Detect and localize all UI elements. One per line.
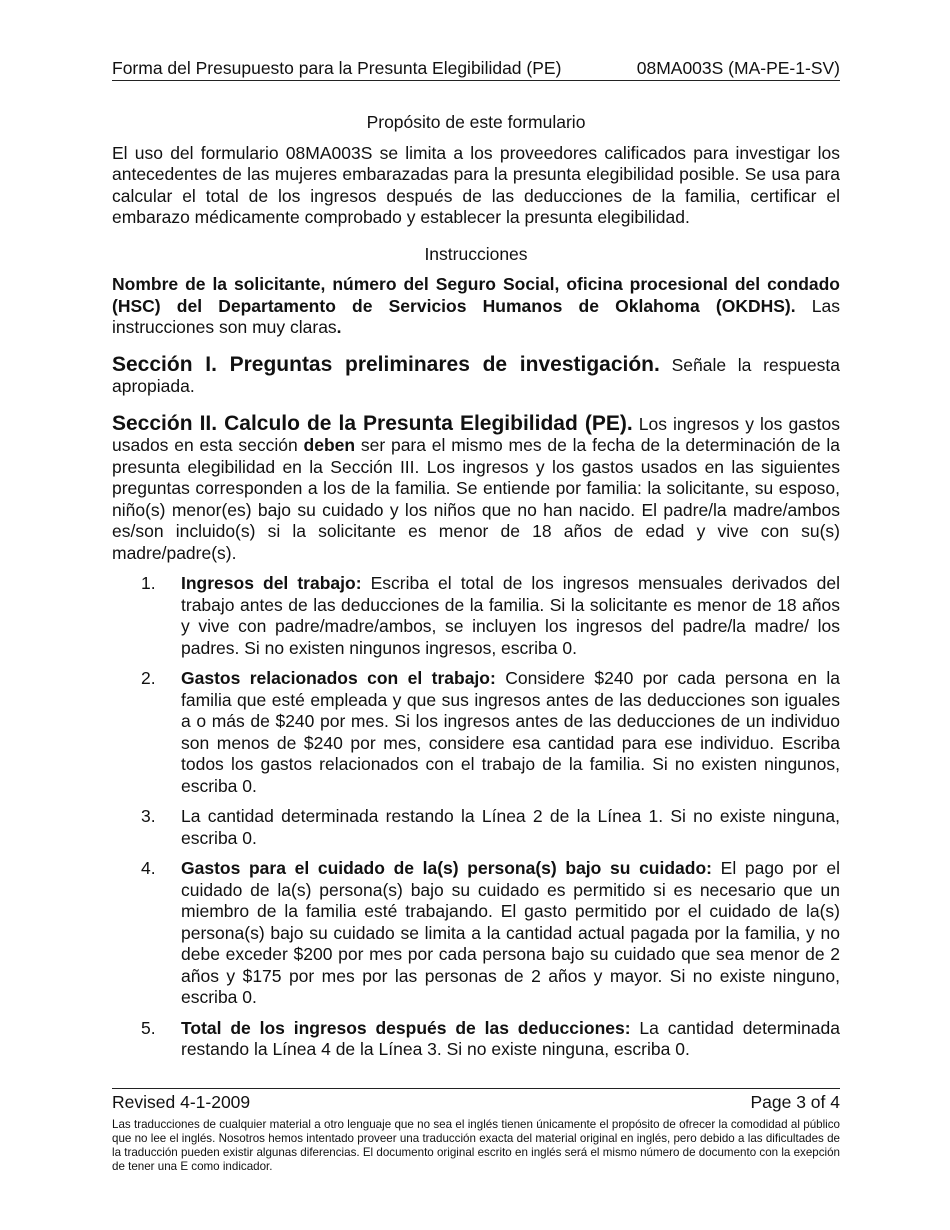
section-2-text-bold: deben [303, 435, 356, 455]
section-2-heading: Sección II. Calculo de la Presunta Elegibilidad (PE). [112, 411, 633, 435]
section-2-items [112, 573, 840, 1061]
item-bold: Ingresos del trabajo: [181, 573, 362, 593]
list-item [112, 858, 840, 1009]
item-number: 2. [141, 668, 156, 688]
instructions-period: . [336, 317, 342, 337]
instructions-bold: Nombre de la solicitante, número del Seguro Social, oficina procesional del condado (HSC) del Departamento de Servicios Humanos de Oklahoma (OKDHS). [112, 274, 840, 316]
item-text: La cantidad determinada restando la Línea 4 de la Línea 3. Si no existe ninguna, escriba 0. [181, 1017, 840, 1059]
list-item [112, 668, 840, 797]
purpose-text: El uso del formulario 08MA003S se limita a los proveedores calificados para investigar los antecedentes de las mujeres embarazadas para la presunta elegibilidad posible. Se usa para calcular el total de los ingresos después de las deducciones de la familia, certificar el embarazo médicamente comprobado y establecer la presunta elegibilidad. [112, 142, 840, 227]
page-header [112, 57, 840, 81]
revised-date: Revised 4-1-2009 [112, 1092, 251, 1112]
translation-disclaimer: Las traducciones de cualquier material a otro lenguaje que no sea el inglés tienen únicamente el propósito de ofrecer la comodidad al público que no lee el inglés. Nosotros hemos intentado proveer una traducción exacta del material original en inglés, pero debido a las dificultades de la traducción pueden existir algunas diferencias. El documento original escrito en inglés será el mismo número de documento con la exepción de tener una E como indicador. [112, 1118, 840, 1173]
document-body [112, 112, 840, 1070]
section-1-text: Señale la respuesta apropiada. [112, 354, 840, 396]
item-text: Escriba el total de los ingresos mensuales derivados del trabajo antes de las deducciones de la familia. Si la solicitante es menor de 18 años y vive con padre/madre/ambos, se incluyen los ingresos del padre/la madre/ los padres. Si no existen ningunos ingresos, escriba 0. [181, 573, 840, 658]
list-item [112, 1018, 840, 1061]
item-bold: Total de los ingresos después de las deducciones: [181, 1017, 631, 1038]
list-item [112, 806, 840, 849]
item-number: 3. [141, 806, 156, 826]
page-footer [112, 1088, 840, 1174]
section-2-text-a: Los ingresos y los gastos usados en esta sección [112, 413, 841, 455]
item-number: 4. [141, 858, 156, 878]
item-bold: Gastos relacionados con el trabajo: [181, 668, 496, 688]
item-number: 5. [141, 1017, 156, 1038]
item-bold: Gastos para el cuidado de la(s) persona(s) bajo su cuidado: [181, 858, 712, 878]
item-number: 1. [141, 573, 156, 593]
instructions-text [112, 274, 840, 339]
item-text: El pago por el cuidado de la(s) persona(s) bajo su cuidado es permitido si es necesario que un miembro de la familia esté trabajando. El gasto permitido por el cuidado de la(s) persona(s) bajo su cuidado se limita a la cantidad actual pagada por la familia, y no debe exceder $200 por mes por cada persona bajo su cuidado que sea menor de 2 años y $175 por mes por las personas de 2 años y mayor. Si no existe ninguno, escriba 0. [181, 858, 840, 1007]
instructions-plain: Las instrucciones son muy claras [112, 295, 841, 337]
item-text: La cantidad determinada restando la Línea 2 de la Línea 1. Si no existe ninguna, escriba 0. [181, 806, 840, 848]
instructions-heading: Instrucciones [424, 243, 528, 264]
section-2 [112, 413, 840, 565]
form-title: Forma del Presupuesto para la Presunta Elegibilidad (PE) [112, 58, 562, 78]
list-item [112, 573, 840, 659]
item-text: Considere $240 por cada persona en la familia que esté empleada y que sus ingresos antes de las deducciones son iguales a o más de $240 por mes. Si los ingresos antes de las deducciones de un individuo son menos de $240 por mes, considere esa cantidad para ese individuo. Escriba todos los gastos relacionados con el trabajo de la familia. Si no existen ningunos, escriba 0. [181, 668, 840, 796]
form-number: 08MA003S (MA-PE-1-SV) [636, 58, 840, 78]
purpose-heading: Propósito de este formulario [366, 112, 586, 132]
section-1-heading: Sección I. Preguntas preliminares de investigación. [112, 352, 660, 376]
section-1 [112, 354, 840, 398]
section-2-text-b: ser para el mismo mes de la fecha de la determinación de la presunta elegibilidad en la Sección III. Los ingresos y los gastos usados en las siguientes preguntas corresponden a los de la familia. Se entiende por familia: la solicitante, su esposo, niño(s) menor(es) bajo su cuidado y los niños que no han nacido. El padre/la madre/ambos es/son incluido(s) si la solicitante es menor de 18 años de edad y vive con su(s) madre/padre(s). [112, 435, 840, 563]
footer-row [112, 1089, 840, 1113]
page-number: Page 3 of 4 [750, 1092, 840, 1112]
